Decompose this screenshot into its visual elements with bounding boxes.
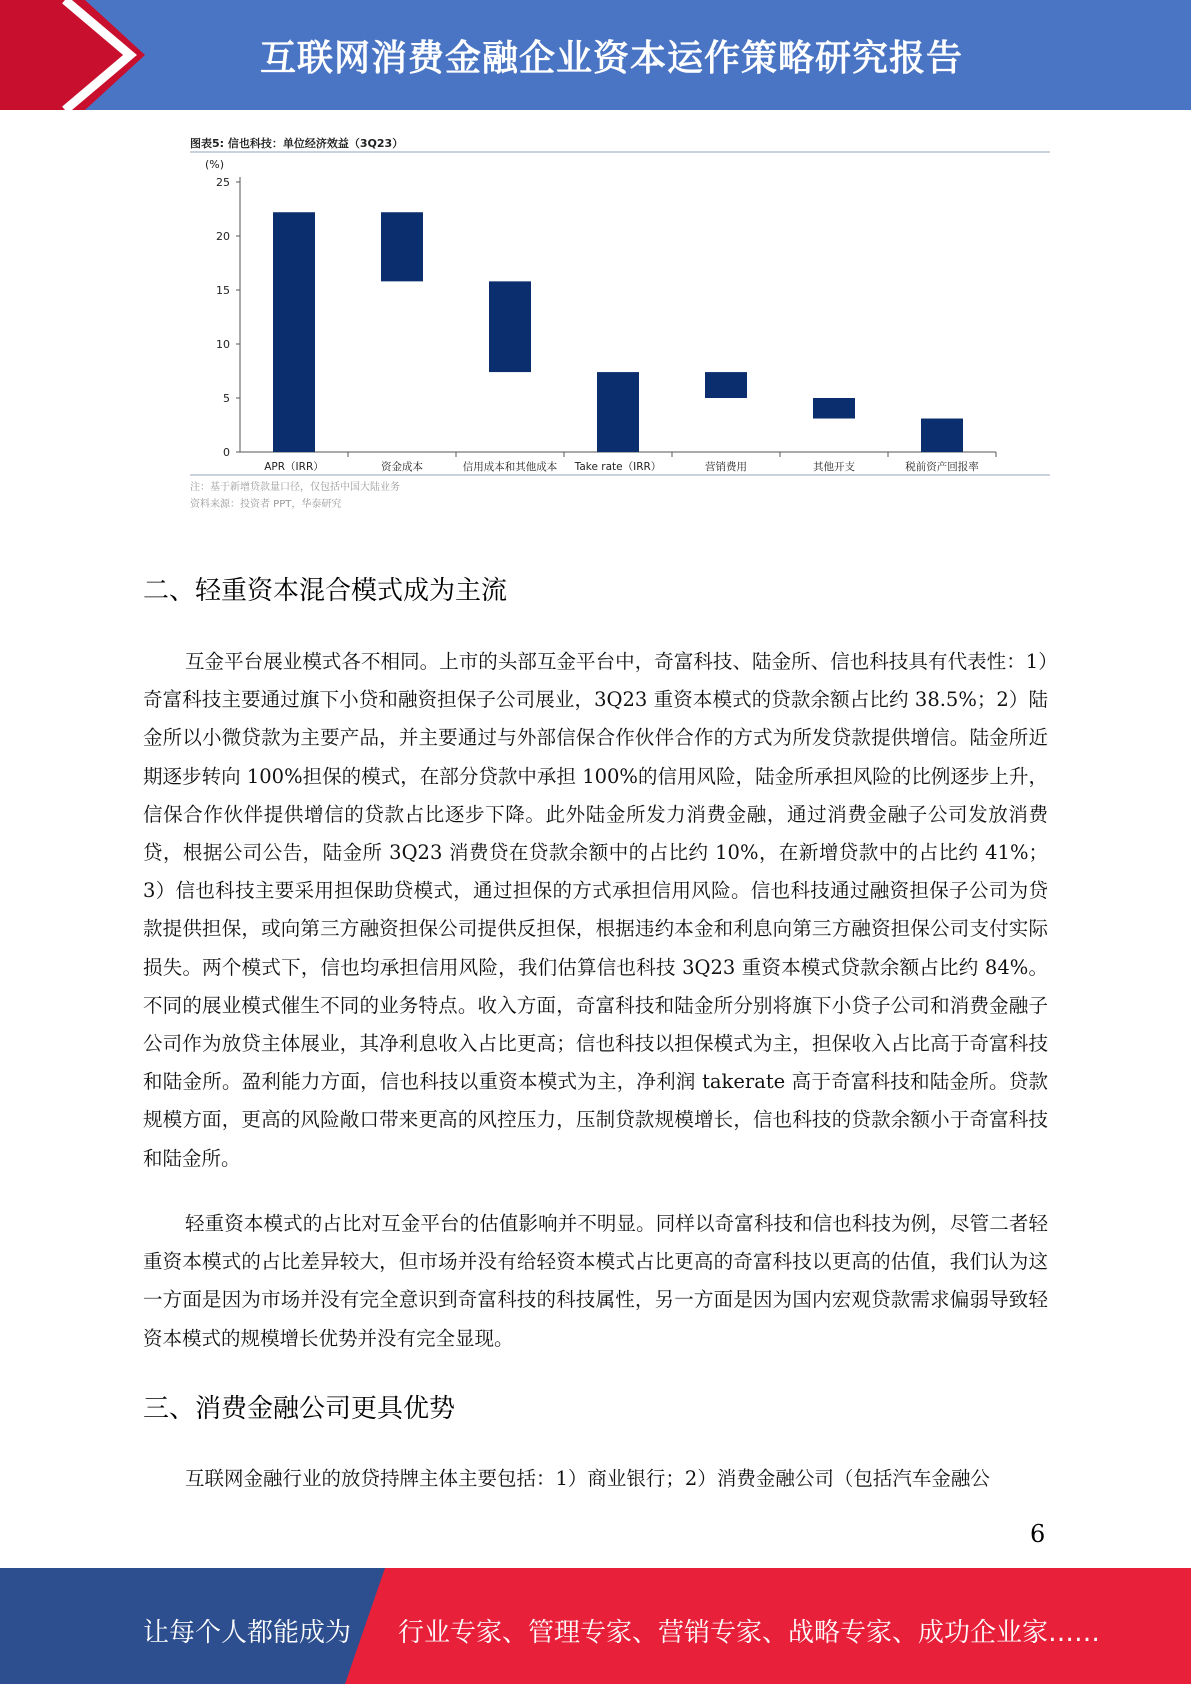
bar — [381, 212, 423, 281]
x-tick-label: 信用成本和其他成本 — [462, 461, 558, 473]
paragraph: 轻重资本模式的占比对互金平台的估值影响并不明显。同样以奇富科技和信也科技为例，尽管二者轻重资本模式的占比差异较大，但市场并没有给轻资本模式占比更高的奇富科技以更高的估值，我们认为这一方面是因为市场并没有完全意识到奇富科技的科技属性，另一方面是因为国内宏观贷款需求偏弱导致轻资本模式的规模增长优势并没有完全显现。 — [143, 1212, 1048, 1350]
chart-title: 图表5: 信也科技：单位经济效益（3Q23） — [190, 137, 404, 150]
y-tick-label: 10 — [216, 338, 230, 351]
x-tick-label: 营销费用 — [705, 461, 747, 473]
bar — [489, 281, 531, 372]
y-tick-label: 5 — [223, 392, 230, 405]
page-number: 6 — [1030, 1520, 1046, 1548]
bar — [705, 372, 747, 398]
bar — [273, 212, 315, 452]
chart-notes — [190, 479, 400, 513]
section-heading-2: 二、轻重资本混合模式成为主流 — [143, 576, 508, 606]
chart-note: 注：基于新增贷款量口径，仅包括中国大陆业务 — [190, 482, 400, 493]
footer-banner — [0, 1568, 1191, 1684]
paragraph: 互金平台展业模式各不相同。上市的头部互金平台中，奇富科技、陆金所、信也科技具有代表性：1）奇富科技主要通过旗下小贷和融资担保子公司展业，3Q23 重资本模式的贷款余额占比约 38.5%；2）陆金所以小微贷款为主要产品，并主要通过与外部信保合作伙伴合作的方式为所发贷款提供增信。陆金所近期逐步转向 100%担保的模式，在部分贷款中承担 100%的信用风险，陆金所承担风险的比例逐步上升，信保合作伙伴提供增信的贷款占比逐步下降。此外陆金所发力消费金融，通过消费金融子公司发放消费贷，根据公司公告，陆金所 3Q23 消费贷在贷款余额中的占比约 10%，在新增贷款中的占比约 41%；3）信也科技主要采用担保助贷模式，通过担保的方式承担信用风险。信也科技通过融资担保子公司为贷款提供担保，或向第三方融资担保公司提供反担保，根据违约本金和利息向第三方融资担保公司支付实际损失。两个模式下，信也均承担信用风险，我们估算信也科技 3Q23 重资本模式贷款余额占比约 84%。不同的展业模式催生不同的业务特点。收入方面，奇富科技和陆金所分别将旗下小贷子公司和消费金融子公司作为放贷主体展业，其净利息收入占比更高；信也科技以担保模式为主，担保收入占比高于奇富科技和陆金所。盈利能力方面，信也科技以重资本模式为主，净利润 takerate 高于奇富科技和陆金所。贷款规模方面，更高的风险敞口带来更高的风控压力，压制贷款规模增长，信也科技的贷款余额小于奇富科技和陆金所。 — [143, 650, 1048, 1170]
bar — [813, 398, 855, 419]
x-tick-label: APR（IRR） — [264, 461, 324, 473]
x-tick-label: Take rate（IRR） — [574, 461, 662, 473]
bar — [597, 372, 639, 452]
figure-unit-economics — [190, 132, 1050, 512]
x-tick-label: 其他开支 — [813, 461, 855, 473]
paragraph: 互联网金融行业的放贷持牌主体主要包括：1）商业银行；2）消费金融公司（包括汽车金融公 — [185, 1467, 990, 1490]
x-tick-label: 税前资产回报率 — [905, 461, 979, 473]
header-banner — [0, 0, 1191, 110]
report-title: 互联网消费金融企业资本运作策略研究报告 — [260, 38, 964, 79]
bar — [921, 419, 963, 452]
y-tick-label: 15 — [216, 284, 230, 297]
x-tick-label: 资金成本 — [381, 461, 423, 473]
footer-slogan-right: 行业专家、管理专家、营销专家、战略专家、成功企业家…… — [398, 1618, 1101, 1648]
header-arrow-decoration — [0, 0, 160, 110]
y-unit-label: (%) — [205, 158, 225, 171]
y-tick-label: 25 — [216, 176, 230, 189]
footer-slogan-left: 让每个人都能成为 — [143, 1618, 352, 1648]
chart-source: 资料来源：投资者 PPT，华泰研究 — [190, 499, 342, 510]
section-heading-3: 三、消费金融公司更具优势 — [143, 1394, 456, 1424]
y-tick-label: 20 — [216, 230, 230, 243]
y-tick-label: 0 — [223, 446, 230, 459]
bar-chart — [190, 132, 1050, 477]
